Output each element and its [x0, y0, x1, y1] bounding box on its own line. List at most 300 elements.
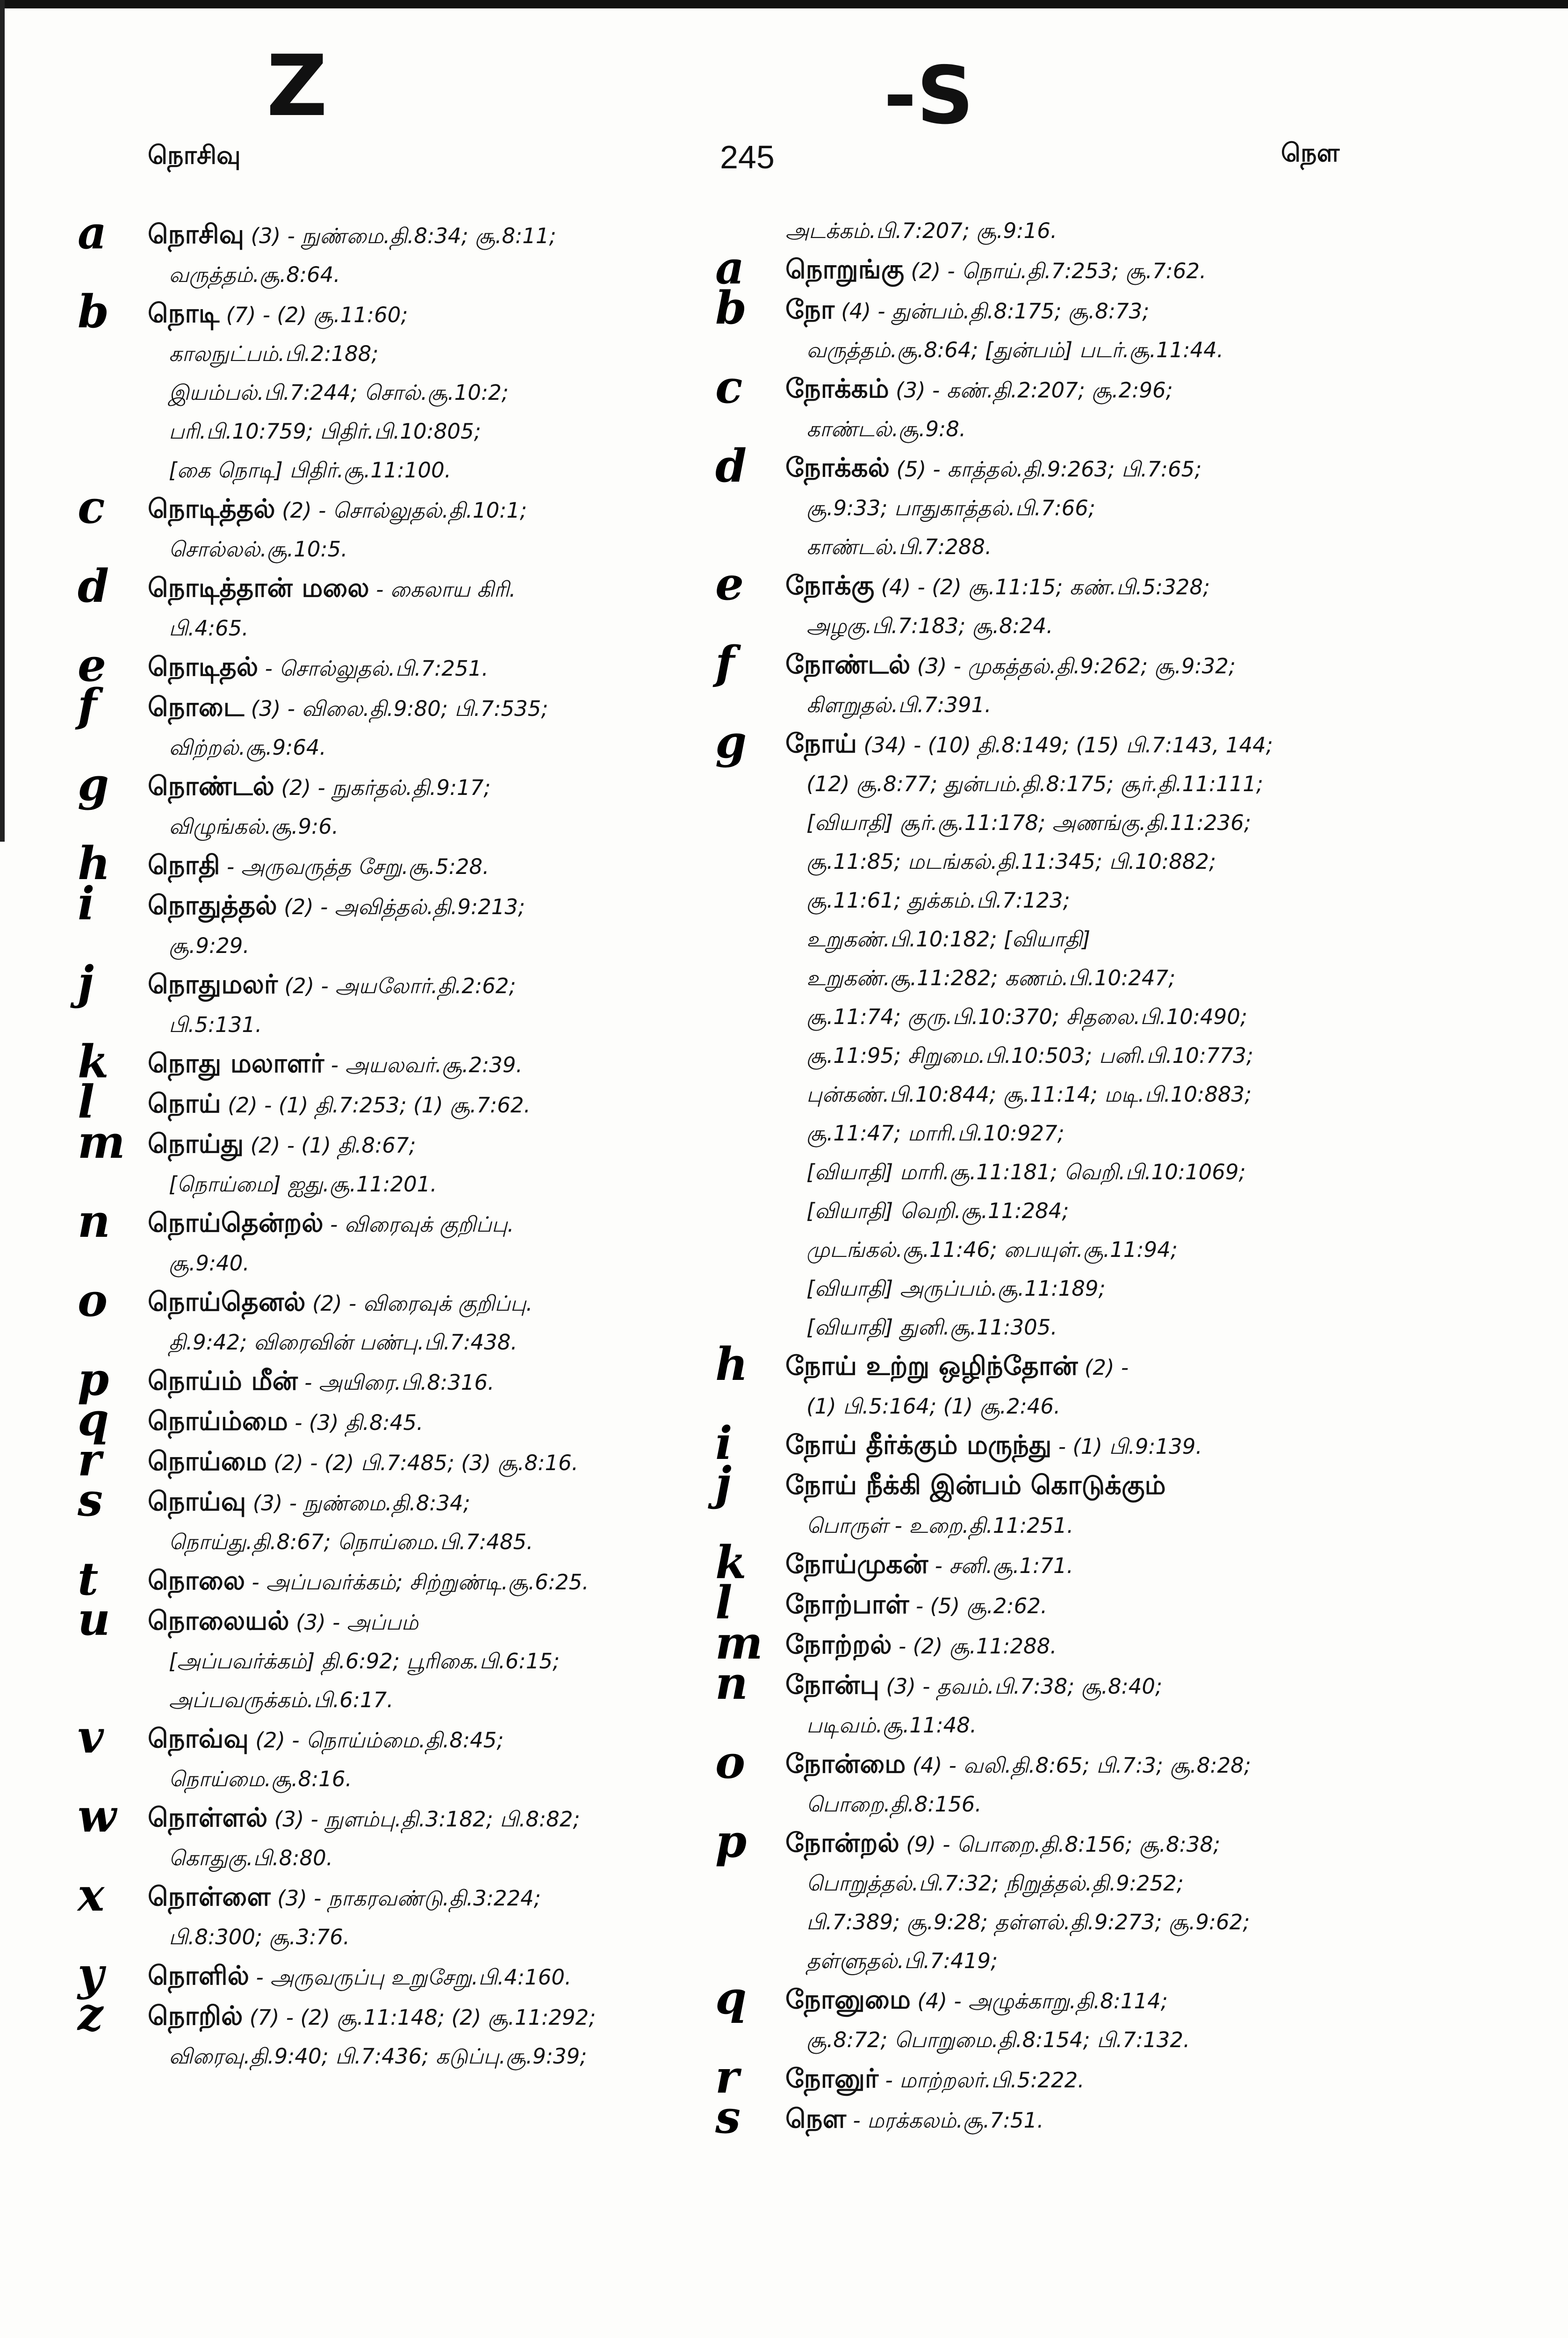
handwritten-entry-letter: s	[715, 2091, 741, 2143]
page-number: 245	[720, 139, 775, 175]
entry-count: (2)	[305, 1291, 342, 1316]
entry-definition: சூ.9:29.	[169, 933, 250, 958]
entry-line	[148, 1005, 723, 1044]
handwritten-entry-letter: k	[78, 1035, 109, 1088]
handwritten-entry-letter: t	[78, 1552, 99, 1605]
entry-count: (2)	[1078, 1355, 1115, 1380]
entry-line	[785, 290, 1403, 331]
entry-line	[148, 1044, 723, 1084]
entry-definition: - துன்பம்.தி.8:175; சூ.8:73;	[871, 299, 1150, 324]
entry-definition: கிளறுதல்.பி.7:391.	[806, 693, 992, 717]
entry-definition: - (2) பி.7:485; (3) சூ.8:16.	[303, 1450, 579, 1475]
entry-line	[148, 846, 723, 886]
handwritten-entry-letter: b	[78, 285, 109, 338]
entry-headword: நோற்றல்	[785, 1630, 892, 1660]
entry-definition: - அயலோர்.தி.2:62;	[314, 974, 516, 998]
entry-line	[148, 412, 723, 451]
entry-line	[148, 926, 723, 965]
entry-definition: - மாற்றலர்.பி.5:222.	[878, 2068, 1085, 2093]
entry-definition: - முகத்தல்.தி.9:262; சூ.9:32;	[947, 654, 1236, 678]
entry-line	[785, 2100, 1403, 2140]
entry-line	[785, 724, 1403, 765]
entry-definition: - தவம்.பி.7:38; சூ.8:40;	[915, 1674, 1163, 1699]
entry-definition: - நுண்மை.தி.8:34; சூ.8:11;	[281, 224, 556, 248]
handwritten-entry-letter: g	[78, 758, 109, 811]
handwritten-entry-letter: h	[78, 837, 110, 890]
entry-line	[148, 1204, 723, 1244]
entry-line	[785, 1387, 1403, 1426]
left-entry	[78, 1790, 723, 1877]
entry-definition: - அருவருப்பு உறுசேறு.பி.4:160.	[249, 1965, 572, 1990]
entry-definition: சூ.9:33; பாதுகாத்தல்.பி.7:66;	[806, 496, 1096, 520]
entry-line	[785, 765, 1403, 803]
entry-headword: நொலையல்	[148, 1606, 289, 1636]
entry-line	[785, 410, 1403, 448]
left-entry	[78, 956, 723, 1044]
entry-count: (3)	[889, 378, 926, 403]
entry-definition: காண்டல்.பி.7:288.	[806, 534, 992, 559]
entry-headword: நொதி	[148, 850, 220, 880]
entry-definition: - (3) தி.8:45.	[288, 1410, 424, 1435]
entry-line	[785, 686, 1403, 724]
entry-definition: புன்கண்.பி.10:844; சூ.11:14; மடி.பி.10:883;	[806, 1082, 1252, 1107]
entry-definition: பி.4:65.	[169, 616, 249, 641]
entry-definition: -	[1114, 1355, 1129, 1380]
entry-line	[148, 373, 723, 412]
entry-count: (4)	[834, 299, 871, 324]
entry-line	[148, 1482, 723, 1523]
running-head-right: நௌ	[1281, 138, 1340, 167]
entry-line	[785, 2059, 1403, 2100]
entry-definition: சூ.8:72; பொறுமை.தி.8:154; பி.7:132.	[806, 2028, 1190, 2052]
entry-definition: உறுகண்.சூ.11:282; கணம்.பி.10:247;	[806, 966, 1176, 990]
left-entry	[78, 1593, 723, 1719]
entry-count: (2)	[274, 775, 311, 800]
entry-headword: நொளில்	[148, 1961, 250, 1991]
entry-headword: நோய்	[785, 729, 857, 759]
entry-line	[785, 369, 1403, 410]
handwritten-entry-letter: b	[715, 281, 747, 334]
entry-definition: - (10) தி.8:149; (15) பி.7:143, 144;	[906, 733, 1273, 758]
entry-count: (34)	[856, 733, 907, 758]
entry-definition: உறுகண்.பி.10:182; [வியாதி]	[806, 927, 1091, 952]
right-entry	[715, 440, 1403, 566]
entry-headword: நொறில்	[148, 2001, 243, 2031]
handwritten-entry-letter: n	[78, 1195, 110, 1248]
entry-definition: இயம்பல்.பி.7:244; சொல்.சூ.10:2;	[169, 380, 509, 405]
entry-line	[785, 842, 1403, 881]
entry-definition: - சொல்லுதல்.பி.7:251.	[258, 656, 489, 681]
entry-headword: நோன்றல்	[785, 1828, 899, 1858]
entry-count: (7)	[243, 2005, 280, 2030]
entry-line	[785, 1625, 1403, 1666]
entry-line	[785, 997, 1403, 1036]
handwritten-entry-letter: i	[715, 1417, 733, 1470]
entry-definition: கொதுகு.பி.8:80.	[169, 1846, 333, 1870]
entry-headword: நொய்ம்மை	[148, 1406, 288, 1436]
entry-definition: காலநுட்பம்.பி.2:188;	[169, 341, 379, 366]
handwritten-entry-letter: z	[78, 1988, 103, 2041]
entry-line	[785, 1745, 1403, 1785]
entry-line	[148, 1602, 723, 1642]
left-entry	[78, 1353, 723, 1406]
entry-count: (2)	[244, 1133, 281, 1158]
right-entry	[715, 1657, 1403, 1745]
scan-top-edge	[0, 0, 1568, 8]
right-entry	[715, 1457, 1403, 1545]
entry-definition: பி.8:300; சூ.3:76.	[169, 1925, 350, 1949]
left-entry	[78, 1473, 723, 1561]
right-entry	[715, 2091, 1403, 2143]
left-entry	[78, 1988, 723, 2076]
entry-definition: அப்பவருக்கம்.பி.6:17.	[169, 1688, 394, 1712]
entry-headword: நொய்மை	[148, 1446, 267, 1477]
entry-headword: நோண்டல்	[785, 649, 911, 680]
entry-headword: நோற்பாள்	[785, 1589, 909, 1620]
entry-line	[148, 965, 723, 1005]
handwritten-entry-letter: w	[78, 1790, 116, 1842]
entry-line	[785, 1545, 1403, 1585]
entry-definition: சொல்லல்.சூ.10:5.	[169, 537, 348, 562]
entry-line	[148, 886, 723, 926]
entry-headword: நொய்வு	[148, 1487, 246, 1517]
entry-line	[148, 530, 723, 569]
entry-line	[148, 490, 723, 530]
right-column	[715, 211, 1403, 2143]
entry-count: (2)	[248, 1728, 286, 1753]
right-entry	[715, 1616, 1403, 1669]
entry-line	[785, 1666, 1403, 1706]
entry-definition: வருத்தம்.சூ.8:64.	[169, 262, 340, 287]
left-entry	[78, 1552, 723, 1605]
right-entry	[715, 1536, 1403, 1589]
handwritten-entry-letter: d	[78, 560, 109, 613]
right-entry	[715, 557, 1403, 645]
entry-definition: விழுங்கல்.சூ.9:6.	[169, 814, 339, 839]
handwritten-entry-letter: v	[78, 1710, 104, 1763]
entry-line	[148, 1681, 723, 1719]
right-entry	[715, 1338, 1403, 1426]
entry-definition: - பொறை.தி.8:156; சூ.8:38;	[935, 1832, 1221, 1857]
entry-definition: பரி.பி.10:759; பிதிர்.பி.10:805;	[169, 419, 481, 444]
handwritten-entry-letter: l	[715, 1576, 733, 1629]
entry-headword: நோய்முகன்	[785, 1549, 928, 1580]
handwritten-entry-letter: h	[715, 1338, 748, 1391]
entry-line	[785, 1230, 1403, 1269]
entry-headword: நோக்கு	[785, 570, 875, 601]
entry-line	[785, 489, 1403, 527]
entry-line	[148, 215, 723, 255]
entry-line	[148, 807, 723, 846]
handwritten-entry-letter: u	[78, 1593, 110, 1645]
entry-definition: நொய்து.தி.8:67; நொய்மை.பி.7:485.	[169, 1530, 533, 1554]
left-column	[78, 206, 723, 2076]
entry-line	[148, 1165, 723, 1204]
entry-headword: நொறுங்கு	[785, 254, 905, 285]
handwritten-entry-letter: s	[78, 1473, 103, 1526]
entry-definition: - (2) சூ.11:60;	[256, 303, 408, 327]
entry-headword: நோ	[785, 295, 834, 325]
entry-headword: நொள்ளல்	[148, 1803, 268, 1833]
entry-line	[785, 645, 1403, 686]
entry-definition: - சனி.சூ.1:71.	[928, 1553, 1073, 1578]
entry-line	[148, 451, 723, 490]
entry-definition: - வலி.தி.8:65; பி.7:3; சூ.8:28;	[942, 1753, 1251, 1778]
right-entry	[715, 361, 1403, 448]
handwritten-entry-letter: c	[715, 361, 743, 413]
handwritten-entry-letter: p	[78, 1353, 109, 1406]
entry-headword: நோய் தீர்க்கும் மருந்து	[785, 1430, 1052, 1460]
entry-headword: நோனுமை	[785, 1984, 911, 2015]
entry-line	[785, 1153, 1403, 1191]
entry-definition: - விரைவுக் குறிப்பு.	[342, 1291, 533, 1316]
entry-line	[148, 1125, 723, 1165]
entry-definition: சூ.9:40.	[169, 1251, 250, 1276]
left-entry	[78, 758, 723, 846]
left-entry	[78, 206, 723, 294]
entry-definition: - (2) சூ.11:288.	[892, 1634, 1057, 1659]
entry-line	[148, 767, 723, 807]
handwritten-entry-letter: e	[715, 557, 744, 610]
entry-definition: பொறுத்தல்.பி.7:32; நிறுத்தல்.தி.9:252;	[806, 1871, 1184, 1896]
entry-line	[148, 1523, 723, 1561]
handwritten-entry-letter: r	[78, 1433, 101, 1486]
entry-definition: - மரக்கலம்.சூ.7:51.	[846, 2108, 1044, 2133]
entry-definition: - அப்பவர்க்கம்; சிற்றுண்டி.சூ.6:25.	[245, 1570, 589, 1595]
right-entry	[715, 715, 1403, 1347]
left-entry	[78, 1075, 723, 1128]
entry-definition: - நாகரவண்டு.தி.3:224;	[307, 1886, 541, 1911]
entry-line	[148, 569, 723, 609]
entry-count: (9)	[899, 1832, 936, 1857]
entry-headword: நொசிவு	[148, 219, 245, 250]
entry-line	[148, 1402, 723, 1442]
entry-line	[148, 1084, 723, 1125]
left-entry	[78, 1433, 723, 1486]
entry-line	[785, 1824, 1403, 1864]
handwritten-entry-letter: g	[715, 715, 747, 768]
entry-headword: நோக்கம்	[785, 374, 889, 404]
entry-line	[785, 1191, 1403, 1230]
handwritten-entry-letter: p	[715, 1815, 747, 1868]
entry-headword: நொடித்தல்	[148, 494, 275, 524]
entry-line	[148, 1362, 723, 1402]
entry-count: (2)	[278, 974, 315, 998]
entry-definition: - (1) தி.7:253; (1) சூ.7:62.	[257, 1093, 531, 1118]
entry-line	[785, 1585, 1403, 1625]
entry-headword: நொலை	[148, 1566, 245, 1596]
entry-headword: நோனுர்	[785, 2064, 879, 2094]
handwritten-entry-letter: o	[715, 1736, 746, 1789]
left-entry	[78, 639, 723, 692]
entry-headword: நொள்ளை	[148, 1882, 271, 1912]
entry-definition: - நுளம்பு.தி.3:182; பி.8:82;	[304, 1807, 580, 1832]
entry-definition: பொருள் - உறை.தி.11:251.	[806, 1513, 1074, 1538]
entry-count: (3)	[267, 1807, 304, 1832]
entry-headword: நொய்தென்றல்	[148, 1208, 324, 1238]
entry-definition: சூ.11:61; துக்கம்.பி.7:123;	[806, 888, 1070, 913]
entry-definition: - அழுக்காறு.தி.8:114;	[947, 1989, 1168, 2013]
left-entry	[78, 285, 723, 490]
running-head-left: நொசிவு	[148, 140, 241, 170]
entry-definition: - நொய்.தி.7:253; சூ.7:62.	[941, 259, 1207, 283]
entry-count: (3)	[244, 696, 281, 721]
entry-count: (3)	[910, 654, 947, 678]
entry-definition: படிவம்.சூ.11:48.	[806, 1713, 977, 1738]
entry-line	[785, 1114, 1403, 1153]
entry-count: (2)	[275, 498, 312, 523]
entry-headword: நொடி	[148, 298, 220, 329]
entry-line	[785, 1903, 1403, 1941]
entry-definition: - நுகர்தல்.தி.9:17;	[311, 775, 491, 800]
scan-left-edge	[0, 0, 5, 842]
entry-definition: தி.9:42; விரைவின் பண்பு.பி.7:438.	[169, 1330, 518, 1355]
entry-definition: - (2) சூ.11:15; கண்.பி.5:328;	[911, 575, 1210, 599]
entry-headword: நோன்பு	[785, 1670, 879, 1700]
left-entry	[78, 1869, 723, 1956]
entry-line	[785, 1466, 1403, 1506]
handwritten-entry-letter: a	[78, 206, 107, 259]
left-entry	[78, 481, 723, 569]
entry-definition: வருத்தம்.சூ.8:64; [துன்பம்] படர்.சூ.11:44.	[806, 338, 1224, 362]
entry-count: (2)	[266, 1450, 303, 1475]
entry-count: (3)	[879, 1674, 916, 1699]
entry-definition: [வியாதி] வெறி.சூ.11:284;	[806, 1198, 1069, 1223]
left-entry	[78, 1195, 723, 1283]
right-entry	[715, 241, 1403, 294]
handwritten-entry-letter: j	[78, 956, 94, 1009]
entry-definition: முடங்கல்.சூ.11:46; பையுள்.சூ.11:94;	[806, 1237, 1178, 1262]
entry-headword: நொது மலாளர்	[148, 1048, 324, 1079]
entry-definition: (12) சூ.8:77; துன்பம்.தி.8:175; சூர்.தி.11:111;	[806, 772, 1264, 796]
entry-line	[148, 1442, 723, 1482]
left-entry	[78, 1116, 723, 1204]
entry-count: (3)	[289, 1610, 326, 1635]
entry-definition: பொறை.தி.8:156.	[806, 1792, 982, 1817]
entry-line	[148, 1997, 723, 2037]
entry-definition: [வியாதி] அருப்பம்.சூ.11:189;	[806, 1276, 1106, 1301]
entry-line	[785, 1347, 1403, 1387]
entry-line	[148, 1283, 723, 1323]
entry-headword: நொண்டல்	[148, 771, 275, 801]
entry-line	[148, 2037, 723, 2076]
entry-definition: [நொய்மை] ஐது.சூ.11:201.	[169, 1172, 437, 1197]
handwritten-entry-letter: k	[715, 1536, 747, 1589]
entry-definition: தள்ளுதல்.பி.7:419;	[806, 1948, 998, 1973]
entry-headword: நோன்மை	[785, 1749, 906, 1779]
entry-definition: - கண்.தி.2:207; சூ.2:96;	[925, 378, 1173, 403]
entry-headword: நொடித்தான் மலை	[148, 573, 369, 603]
entry-line	[785, 881, 1403, 920]
entry-line	[148, 1918, 723, 1956]
entry-count: (4)	[906, 1753, 942, 1778]
entry-definition: பி.5:131.	[169, 1012, 262, 1037]
entry-line	[148, 728, 723, 767]
entry-line	[785, 1706, 1403, 1745]
entry-line	[785, 250, 1403, 290]
entry-definition: சூ.11:85; மடங்கல்.தி.11:345; பி.10:882;	[806, 849, 1216, 874]
entry-line	[785, 606, 1403, 645]
entry-line	[785, 1506, 1403, 1545]
entry-headword: நொதுமலர்	[148, 969, 278, 1000]
entry-definition: பி.7:389; சூ.9:28; தள்ளல்.தி.9:273; சூ.9:62;	[806, 1910, 1250, 1934]
handwritten-mark-top-left: Z	[266, 37, 328, 135]
entry-headword: நொய்து	[148, 1129, 244, 1159]
handwritten-entry-letter: f	[78, 679, 97, 732]
entry-line	[148, 1839, 723, 1877]
entry-definition: - விலை.தி.9:80; பி.7:535;	[281, 696, 548, 721]
entry-definition: [வியாதி] துனி.சூ.11:305.	[806, 1315, 1057, 1340]
entry-headword: நோய் உற்று ஒழிந்தோன்	[785, 1351, 1078, 1381]
entry-headword: நொடிதல்	[148, 652, 259, 682]
handwritten-entry-letter: q	[78, 1393, 109, 1446]
entry-definition: - விரைவுக் குறிப்பு.	[323, 1212, 514, 1237]
entry-headword: நொவ்வு	[148, 1724, 249, 1754]
entry-line	[148, 688, 723, 728]
right-entry	[715, 281, 1403, 369]
entry-definition: - சொல்லுதல்.தி.10:1;	[311, 498, 527, 523]
entry-definition: விற்றல்.சூ.9:64.	[169, 735, 326, 760]
entry-line	[148, 294, 723, 334]
entry-headword: நொய்தெனல்	[148, 1287, 306, 1317]
entry-line	[148, 1244, 723, 1283]
left-entry	[78, 1710, 723, 1798]
entry-definition: [வியாதி] மாரி.சூ.11:181; வெறி.பி.10:1069;	[806, 1160, 1246, 1184]
handwritten-mark-top-center: -S	[884, 50, 974, 142]
entry-definition: - அயிரை.பி.8:316.	[297, 1370, 495, 1395]
entry-definition: - அப்பம்	[325, 1610, 418, 1635]
right-entry	[715, 1971, 1403, 2059]
entry-line	[785, 211, 1403, 250]
entry-definition: [கை நொடி] பிதிர்.சூ.11:100.	[169, 458, 452, 483]
handwritten-entry-letter: i	[78, 877, 95, 930]
entry-definition: - (2) சூ.11:148; (2) சூ.11:292;	[279, 2005, 596, 2030]
left-entry	[78, 1035, 723, 1088]
right-entry	[715, 1417, 1403, 1470]
entry-line	[785, 1980, 1403, 2020]
entry-line	[785, 803, 1403, 842]
entry-definition: நொய்மை.சூ.8:16.	[169, 1767, 352, 1791]
handwritten-entry-letter: j	[715, 1457, 732, 1510]
entry-definition: அழகு.பி.7:183; சூ.8:24.	[806, 613, 1053, 638]
entry-definition: - அயலவர்.சூ.2:39.	[324, 1053, 523, 1077]
entry-line	[148, 1760, 723, 1798]
right-entry	[715, 2050, 1403, 2103]
left-entry	[78, 679, 723, 767]
entry-line	[785, 1075, 1403, 1114]
entry-definition: அடக்கம்.பி.7:207; சூ.9:16.	[785, 218, 1057, 243]
entry-line	[785, 527, 1403, 566]
entry-definition: - (5) சூ.2:62.	[909, 1594, 1048, 1618]
handwritten-entry-letter: x	[78, 1869, 105, 1921]
entry-line	[148, 1798, 723, 1839]
entry-definition: - அருவருத்த சேறு.சூ.5:28.	[220, 854, 489, 879]
entry-line	[148, 1323, 723, 1362]
entry-definition: - (1) பி.9:139.	[1051, 1434, 1202, 1459]
entry-definition: சூ.11:95; சிறுமை.பி.10:503; பனி.பி.10:773;	[806, 1043, 1254, 1068]
entry-line	[785, 331, 1403, 369]
entry-line	[148, 1877, 723, 1918]
entry-count: (4)	[874, 575, 911, 599]
entry-definition: - அவித்தல்.தி.9:213;	[313, 895, 525, 919]
right-entry	[715, 1736, 1403, 1824]
entry-line	[148, 255, 723, 294]
entry-line	[785, 1426, 1403, 1466]
entry-line	[148, 1561, 723, 1602]
left-entry	[78, 1393, 723, 1446]
entry-count: (2)	[904, 259, 941, 283]
entry-headword: நொதுத்தல்	[148, 890, 277, 921]
